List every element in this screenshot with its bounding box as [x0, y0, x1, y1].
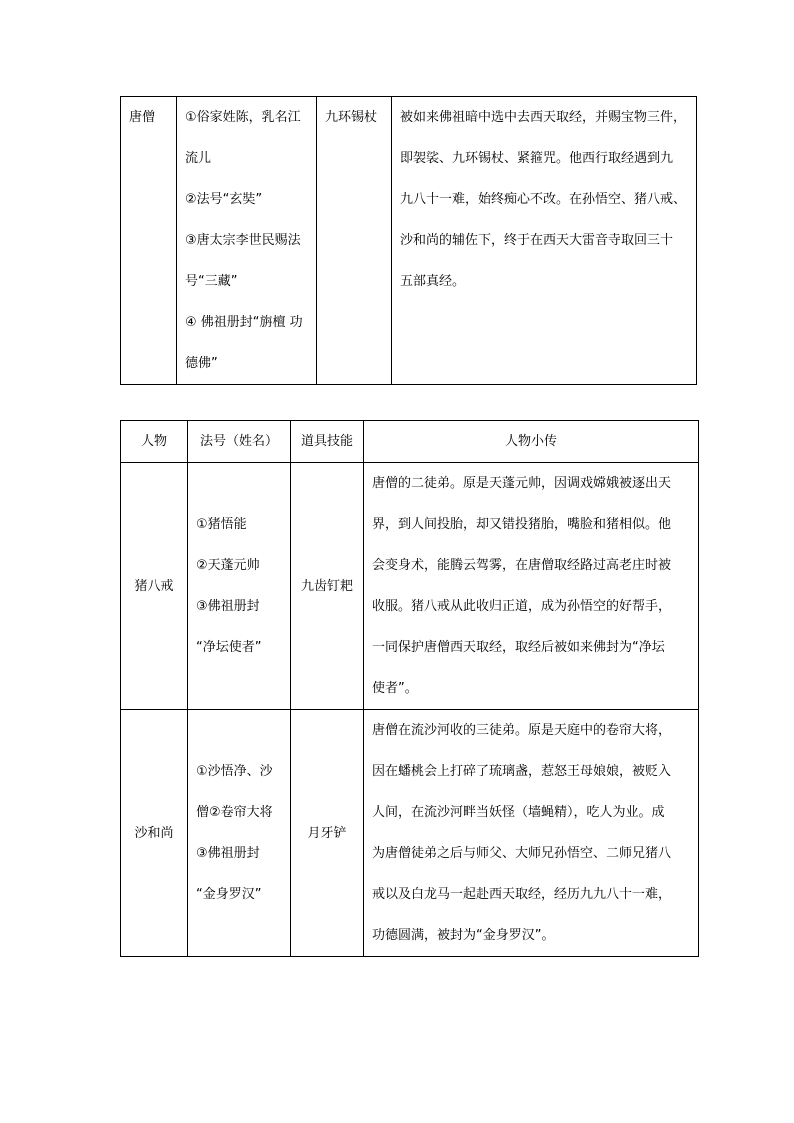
title-line: 僧②卷帘大将 [196, 805, 273, 820]
bio-line: 人间，在流沙河畔当妖怪（墙蝇精），吃人为业。成 [372, 805, 665, 820]
header-cell: 人物 [121, 421, 188, 463]
title-line: 流儿 [185, 151, 212, 166]
tool-cell: 九齿钉耙 [291, 463, 364, 710]
title-line: “净坛使者” [196, 640, 262, 655]
tool-cell: 九环锡杖 [317, 97, 392, 385]
bio-line: 戒以及白龙马一起赴西天取经，经历九九八十一难， [372, 887, 672, 902]
title-line: ①沙悟净、沙 [196, 764, 273, 779]
bio-line: 一同保护唐僧西天取经，取经后被如来佛封为“净坛 [372, 640, 665, 655]
bio-line: 界，到人间投胎，却又错投猪胎，嘴脸和猪相似。他 [372, 517, 672, 532]
header-cell: 法号（姓名） [188, 421, 291, 463]
title-line: ④ 佛祖册封“旃檀 功 [185, 315, 303, 330]
table-header-row [121, 421, 699, 463]
character-name: 沙和尚 [121, 710, 188, 957]
character-name: 猪八戒 [121, 463, 188, 710]
bio-line: 唐僧的二徒弟。原是天蓬元帅，因调戏嫦娥被逐出天 [372, 476, 672, 491]
bio-line: 沙和尚的辅佐下，终于在西天大雷音寺取回三十 [400, 233, 674, 248]
bio-line: 五部真经。 [400, 274, 466, 289]
title-line: 德佛” [185, 356, 218, 371]
header-cell: 人物小传 [364, 421, 699, 463]
titles-cell [177, 97, 317, 385]
bio-line: 九八十一难，始终痴心不改。在孙悟空、猪八戒、 [400, 192, 687, 207]
tang-seng-table [120, 96, 697, 385]
title-line: “金身罗汉” [196, 887, 262, 902]
title-line: 号“三藏” [185, 274, 238, 289]
title-line: ③唐太宗李世民赐法 [185, 233, 301, 248]
bio-cell [392, 97, 697, 385]
bio-line: 因在蟠桃会上打碎了琉璃盏，惹怒王母娘娘，被贬入 [372, 764, 672, 779]
title-line: ③佛祖册封 [196, 846, 260, 861]
bio-cell [364, 710, 699, 957]
character-name: 唐僧 [121, 97, 177, 385]
bio-line: 即袈裟、九环锡杖、紧箍咒。他西行取经遇到九 [400, 151, 674, 166]
bio-line: 使者”。 [372, 681, 418, 696]
table-row [121, 97, 697, 385]
table-row [121, 710, 699, 957]
titles-cell [188, 710, 291, 957]
title-line: ③佛祖册封 [196, 599, 260, 614]
title-line: ②法号“玄奘” [185, 192, 263, 207]
bio-line: 收服。猪八戒从此收归正道，成为孙悟空的好帮手， [372, 599, 672, 614]
title-line: ②天蓬元帅 [196, 558, 260, 573]
table-row [121, 463, 699, 710]
titles-cell [188, 463, 291, 710]
tool-cell: 月牙铲 [291, 710, 364, 957]
bio-cell [364, 463, 699, 710]
title-line: ①猪悟能 [196, 517, 247, 532]
bio-line: 被如来佛祖暗中选中去西天取经，并赐宝物三件， [400, 110, 687, 125]
bio-line: 会变身术，能腾云驾雾，在唐僧取经路过高老庄时被 [372, 558, 672, 573]
bio-line: 为唐僧徒弟之后与师父、大师兄孙悟空、二师兄猪八 [372, 846, 672, 861]
bio-line: 唐僧在流沙河收的三徒弟。原是天庭中的卷帘大将， [372, 723, 672, 738]
bio-line: 功德圆满，被封为“金身罗汉”。 [372, 928, 555, 943]
title-line: ①俗家姓陈，乳名江 [185, 110, 301, 125]
disciples-table [120, 420, 699, 957]
header-cell: 道具技能 [291, 421, 364, 463]
